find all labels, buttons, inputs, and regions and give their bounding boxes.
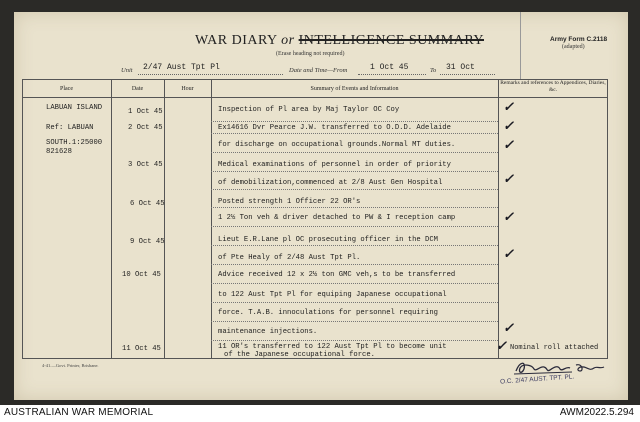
summary-line: Medical examinations of personnel in order of priority	[218, 161, 451, 169]
summary-line: Lieut E.R.Lane pl OC prosecuting officer in the DCM	[218, 236, 438, 244]
form-title	[195, 33, 484, 49]
summary-line: Ex14616 Dvr Pearce J.W. transferred to O.D.D. Adelaide	[218, 124, 451, 132]
to-value: 31 Oct	[446, 63, 475, 72]
summary-line: to 122 Aust Tpt Pl for equiping Japanese occupational	[218, 291, 447, 299]
date-entry: 6 Oct 45	[130, 200, 165, 208]
title-struck: INTELLIGENCE SUMMARY	[298, 33, 484, 48]
title-subtitle: (Erase heading not required)	[276, 51, 345, 57]
to-underline	[440, 74, 495, 75]
row-line	[211, 321, 498, 322]
remark-tick: ✓	[503, 138, 514, 153]
col-rule-date	[164, 79, 165, 358]
summary-line: Posted strength 1 Officer 22 OR's	[218, 198, 361, 206]
row-line	[211, 226, 498, 227]
col-rule-summary	[498, 79, 499, 358]
unit-underline	[138, 74, 283, 75]
header-place: Place	[60, 86, 73, 92]
remark-tick: ✓	[503, 100, 514, 115]
row-line	[211, 264, 498, 265]
form-adapted: (adapted)	[562, 44, 585, 50]
date-entry: 1 Oct 45	[128, 108, 163, 116]
remark-tick: ✓	[496, 339, 507, 354]
to-label: To	[430, 67, 437, 74]
row-line	[211, 189, 498, 190]
header-remarks: Remarks and references to Appendices, Diaries, &c.	[500, 80, 606, 93]
row-line	[211, 152, 498, 153]
summary-line: 11 OR's transferred to 122 Aust Tpt Pl to become unit	[218, 343, 447, 351]
from-value: 1 Oct 45	[370, 63, 409, 72]
row-line	[211, 302, 498, 303]
remark-tick: ✓	[503, 119, 514, 134]
date-entry: 2 Oct 45	[128, 124, 163, 132]
datetime-label: Date and Time—From	[289, 67, 348, 74]
header-summary: Summary of Events and Information	[310, 86, 399, 92]
row-line	[211, 245, 498, 246]
form-id: Army Form C.2118	[550, 36, 608, 43]
date-entry: 11 Oct 45	[122, 345, 161, 353]
title-or: or	[281, 33, 295, 48]
footer-accession: AWM2022.5.294	[559, 407, 634, 418]
row-line	[211, 133, 498, 134]
col-rule-right	[607, 79, 608, 358]
place-entry: SOUTH.1:25000	[46, 139, 103, 147]
printer-note: 4-41.—Govt. Printer, Brisbane.	[42, 363, 99, 368]
summary-line: Inspection of Pl area by Maj Taylor OC Coy	[218, 106, 400, 114]
date-entry: 10 Oct 45	[122, 271, 161, 279]
summary-line: maintenance injections.	[218, 328, 318, 336]
title-main: WAR DIARY	[195, 33, 278, 48]
summary-line: of demobilization,commenced at 2/8 Aust Gen Hospital	[218, 179, 443, 187]
row-line	[211, 207, 498, 208]
row-line	[211, 171, 498, 172]
unit-label: Unit	[121, 67, 133, 74]
summary-line: of Pte Healy of 2/48 Aust Tpt Pl.	[218, 254, 361, 262]
remark-tick: ✓	[503, 247, 514, 262]
footer-collection: AUSTRALIAN WAR MEMORIAL	[4, 407, 154, 418]
fold-line	[520, 12, 521, 79]
unit-value: 2/47 Aust Tpt Pl	[143, 63, 220, 72]
place-entry: 821628	[46, 148, 72, 156]
remark-nominal-roll: Nominal roll attached	[510, 344, 599, 352]
summary-line: Advice received 12 x 2½ ton GMC veh,s to be transferred	[218, 271, 456, 279]
signature-stamp: O.C. 2/47 AUST. TPT. PL.	[499, 373, 575, 386]
summary-line: 1 2½ Ton veh & driver detached to PW & I reception camp	[218, 214, 456, 222]
row-line	[211, 283, 498, 284]
col-rule-left	[22, 79, 23, 358]
date-entry: 3 Oct 45	[128, 161, 163, 169]
remark-tick: ✓	[503, 210, 514, 225]
date-entry: 9 Oct 45	[130, 238, 165, 246]
summary-line: force. T.A.B. innoculations for personnel requiring	[218, 309, 438, 317]
col-rule-place	[111, 79, 112, 358]
summary-line: for discharge on occupational grounds.Normal MT duties.	[218, 141, 456, 149]
place-entry: LABUAN ISLAND	[46, 104, 103, 112]
summary-line: of the Japanese occupational force.	[224, 351, 375, 359]
remark-tick: ✓	[503, 321, 514, 336]
row-line	[211, 121, 498, 122]
remark-tick: ✓	[503, 172, 514, 187]
header-date: Date	[131, 86, 144, 92]
from-underline	[358, 74, 426, 75]
header-hour: Hour	[181, 86, 194, 92]
row-line	[211, 340, 498, 341]
place-entry: Ref: LABUAN	[46, 124, 94, 132]
table-header-rule	[22, 97, 608, 98]
